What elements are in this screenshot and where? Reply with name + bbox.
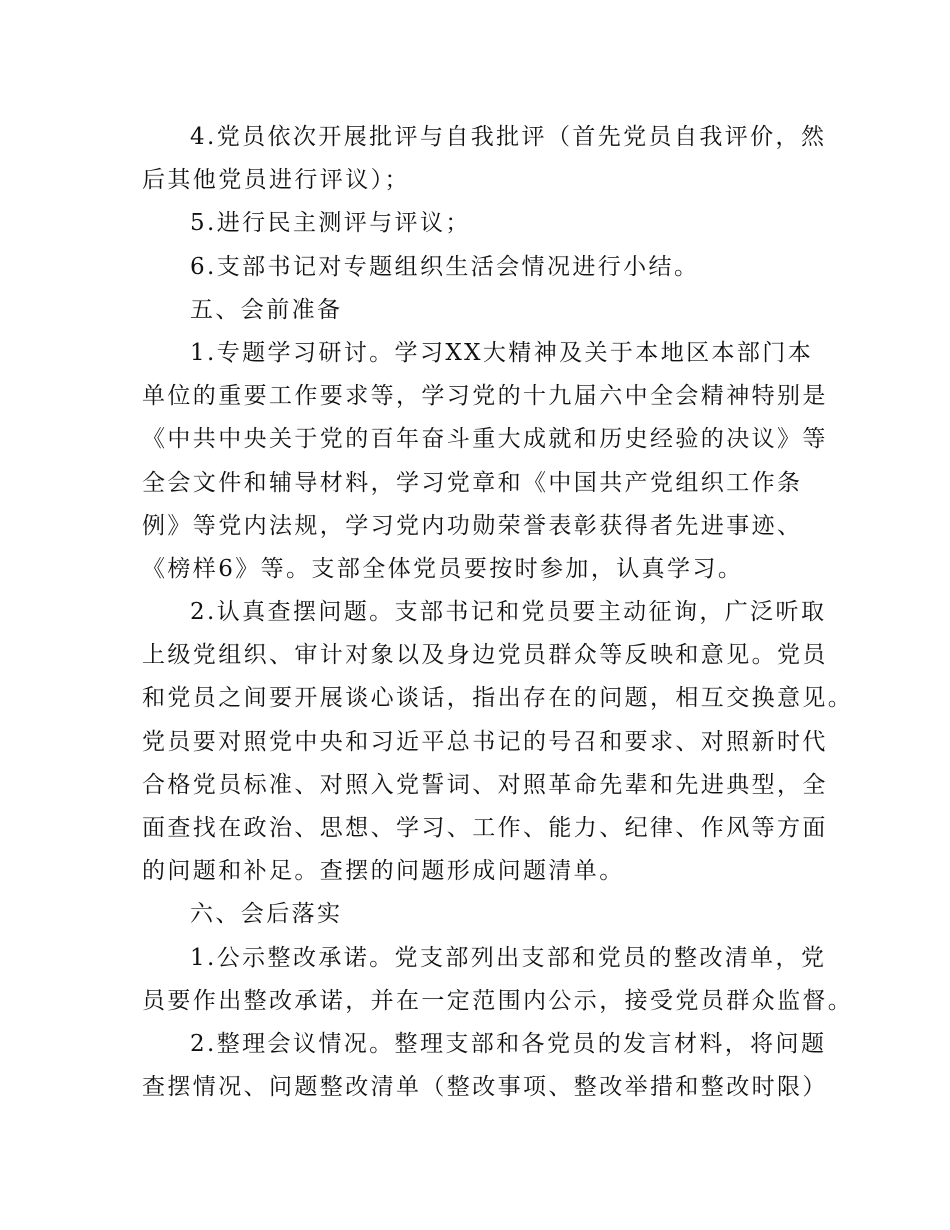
section-heading: 六、会后落实 <box>190 901 343 928</box>
paragraph-line: 后其他党员进行评议）； <box>142 167 410 194</box>
paragraph-line: 5.进行民主测评与评议； <box>190 210 471 237</box>
paragraph-line: 《榜样6》等。支部全体党员要按时参加，认真学习。 <box>142 555 744 582</box>
paragraph-line: 合格党员标准、对照入党誓词、对照革命先辈和先进典型，全 <box>142 771 828 798</box>
paragraph-line: 1.专题学习研讨。学习XX大精神及关于本地区本部门本 <box>190 339 814 366</box>
paragraph-line: 6.支部书记对专题组织生活会情况进行小结。 <box>190 253 700 280</box>
paragraph-line: 员要作出整改承诺，并在一定范围内公示，接受党员群众监督。 <box>142 987 854 1014</box>
paragraph-line: 全会文件和辅导材料，学习党章和《中国共产党组织工作条 <box>142 469 803 496</box>
paragraph-line: 2.整理会议情况。整理支部和各党员的发言材料，将问题 <box>190 1030 827 1057</box>
paragraph-line: 的问题和补足。查摆的问题形成问题清单。 <box>142 858 625 885</box>
paragraph-line: 上级党组织、审计对象以及身边党员群众等反映和意见。党员 <box>142 642 828 669</box>
paragraph-line: 《中共中央关于党的百年奋斗重大成就和历史经验的决议》等 <box>142 426 828 453</box>
paragraph-line: 4.党员依次开展批评与自我批评（首先党员自我评价，然 <box>190 124 827 150</box>
paragraph-line: 例》等党内法规，学习党内功勋荣誉表彰获得者先进事迹、 <box>142 512 803 539</box>
paragraph-line: 党员要对照党中央和习近平总书记的号召和要求、对照新时代 <box>142 728 828 755</box>
paragraph-line: 1.公示整改承诺。党支部列出支部和党员的整改清单，党 <box>190 944 827 971</box>
paragraph-line: 和党员之间要开展谈心谈话，指出存在的问题，相互交换意见。 <box>142 685 854 712</box>
paragraph-line: 单位的重要工作要求等，学习党的十九届六中全会精神特别是 <box>142 383 828 410</box>
paragraph-line: 查摆情况、问题整改清单（整改事项、整改举措和整改时限） <box>142 1074 828 1101</box>
paragraph-line: 2.认真查摆问题。支部书记和党员要主动征询，广泛听取 <box>190 599 827 626</box>
section-heading: 五、会前准备 <box>190 296 343 323</box>
document-body <box>142 116 854 1109</box>
paragraph-line: 面查找在政治、思想、学习、工作、能力、纪律、作风等方面 <box>142 815 828 841</box>
